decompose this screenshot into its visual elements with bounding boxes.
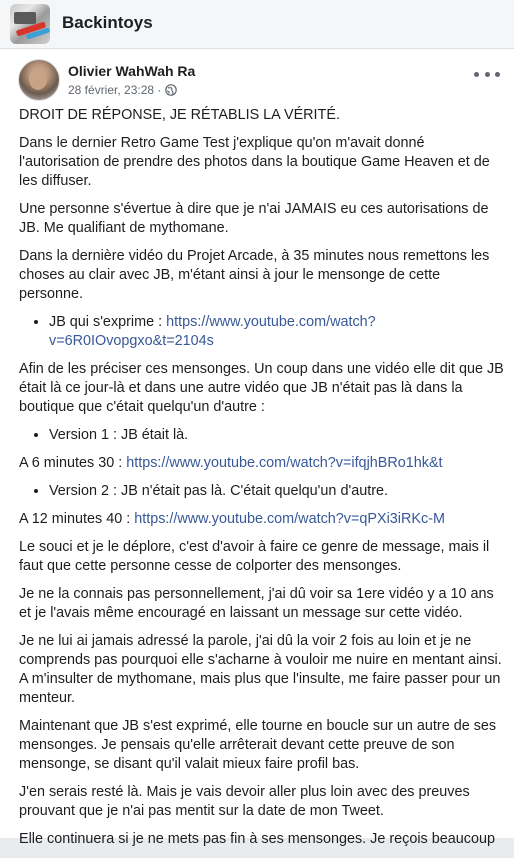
- post-card: [0, 48, 514, 847]
- group-name[interactable]: Backintoys: [62, 13, 153, 32]
- paragraph: A 6 minutes 30 : https://www.youtube.com/watch?v=ifqjhBRo1hk&t: [19, 455, 443, 471]
- author-avatar[interactable]: [18, 59, 60, 101]
- paragraph: Dans le dernier Retro Game Test j'explique qu'on m'avait donné l'autorisation de prendre des photos dans la boutique Game Heaven et de les diffuser.: [19, 135, 490, 189]
- more-options-icon[interactable]: [474, 67, 500, 81]
- paragraph: Le souci et je le déplore, c'est d'avoir à faire ce genre de message, mais il faut que cette personne cesse de colporter des mensonges.: [19, 539, 490, 574]
- post-body: [19, 106, 505, 858]
- paragraph: Une personne s'évertue à dire que je n'ai JAMAIS eu ces autorisations de JB. Me qualifiant de mythomane.: [19, 201, 489, 236]
- paragraph: Je ne la connais pas personnellement, j'ai dû voir sa 1ere vidéo y a 10 ans et je l'avais même encouragé en laissant un message sur cette vidéo.: [19, 586, 494, 621]
- bullet-list: [19, 482, 505, 501]
- list-item: • JB qui s'exprime : https://www.youtube.com/watch?v=6R0IOvopgxo&t=2104s: [49, 313, 505, 351]
- post-meta: [68, 83, 177, 97]
- globe-icon: [165, 84, 177, 96]
- post-date[interactable]: 28 février, 23:28 ·: [68, 83, 162, 97]
- author-name[interactable]: Olivier WahWah Ra: [68, 63, 196, 79]
- paragraph: J'en serais resté là. Mais je vais devoir aller plus loin avec des preuves prouvant que je n'ai pas mentit sur la date de mon Tweet.: [19, 784, 470, 819]
- paragraph: DROIT DE RÉPONSE, JE RÉTABLIS LA VÉRITÉ.: [19, 107, 340, 123]
- group-thumbnail[interactable]: [10, 4, 50, 44]
- group-header: [0, 0, 514, 49]
- bullet-list: [19, 313, 505, 351]
- paragraph: Dans la dernière vidéo du Projet Arcade, à 35 minutes nous remettons les choses au clair avec JB, m'étant ainsi à jour le mensonge de cette personne.: [19, 248, 490, 302]
- paragraph: A 12 minutes 40 : https://www.youtube.com/watch?v=qPXi3iRKc-M: [19, 511, 445, 527]
- youtube-link[interactable]: https://www.youtube.com/watch?v=ifqjhBRo1hk&t: [126, 455, 443, 471]
- list-item: • Version 1 : JB était là.: [49, 426, 505, 445]
- youtube-link[interactable]: https://www.youtube.com/watch?v=6R0IOvopgxo&t=2104s: [49, 314, 376, 349]
- paragraph: Afin de les préciser ces mensonges. Un coup dans une vidéo elle dit que JB était là ce jour-là et dans une autre vidéo que JB n'était pas là dans la boutique que c'était quelqu'un d'autre :: [19, 361, 504, 415]
- paragraph: Maintenant que JB s'est exprimé, elle tourne en boucle sur un autre de ses mensonges. Je pensais qu'elle arrêterait devant cette preuve de son mensonge, se disant qu'il valait mieux faire profil bas.: [19, 718, 497, 772]
- bullet-list: [19, 426, 505, 445]
- paragraph: Elle continuera si je ne mets pas fin à ses mensonges. Je reçois beaucoup: [19, 831, 495, 847]
- paragraph: Je ne lui ai jamais adressé la parole, j'ai dû la voir 2 fois au loin et je ne comprends pas pourquoi elle s'acharne à vouloir me nuire en mentant ainsi. A m'insulter de mythomane, mais plus que l'insulte, me faire passer pour un menteur.: [19, 633, 502, 706]
- list-item: • Version 2 : JB n'était pas là. C'était quelqu'un d'autre.: [49, 482, 505, 501]
- youtube-link[interactable]: https://www.youtube.com/watch?v=qPXi3iRKc-M: [134, 511, 445, 527]
